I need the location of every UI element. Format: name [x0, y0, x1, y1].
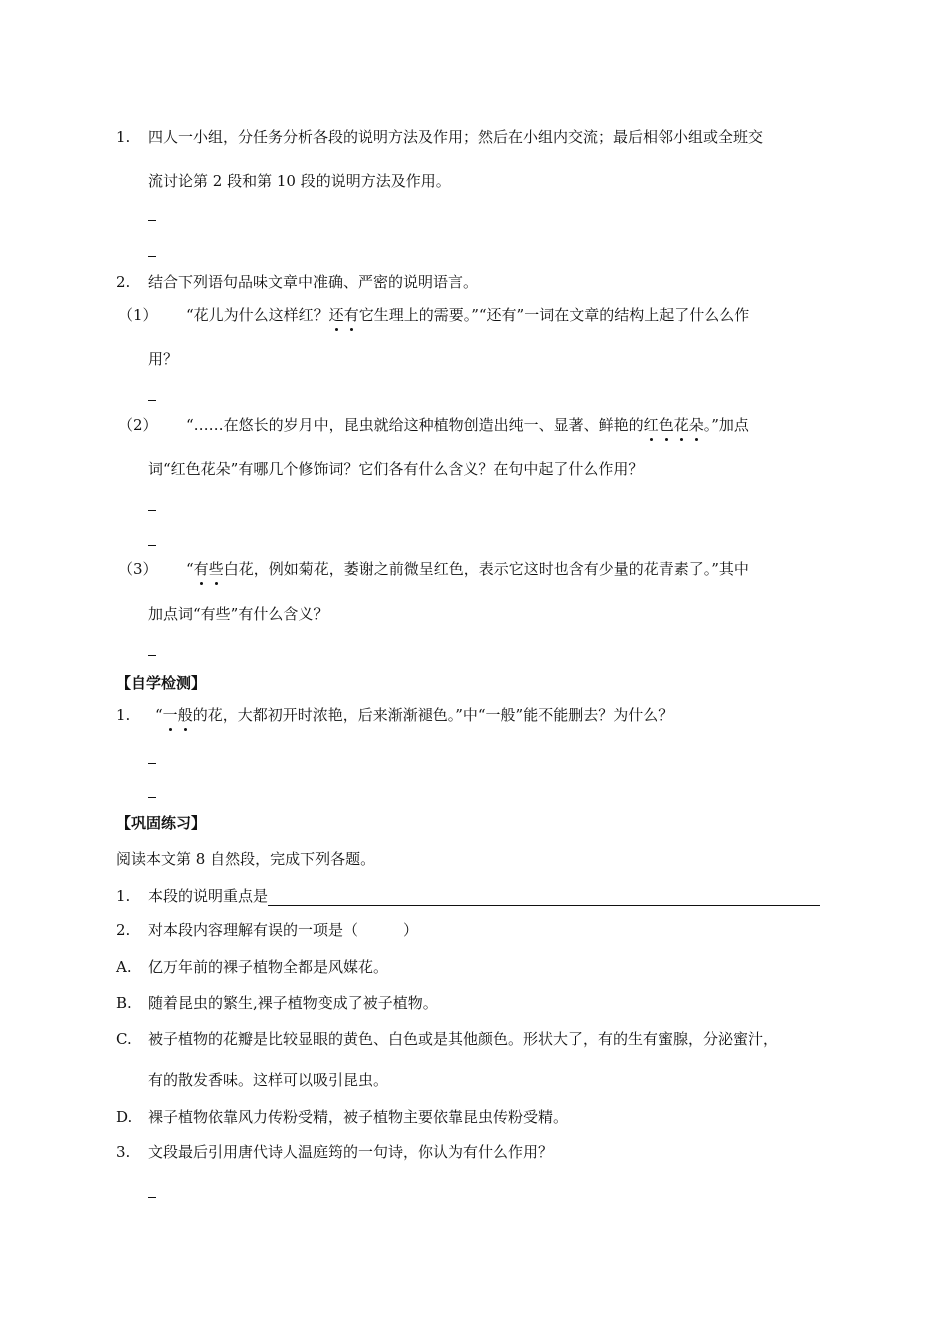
dotted-char: 有 — [343, 306, 359, 324]
practice-q3-text: 文段最后引用唐代诗人温庭筠的一句诗，你认为有什么作用？ — [148, 1143, 554, 1161]
dotted-char: 还 — [328, 306, 344, 324]
practice-q1-number: 1. — [116, 887, 131, 905]
dotted-char: 朵 — [688, 416, 704, 434]
option-c-line1: 被子植物的花瓣是比较显眼的黄色、白色或是其他颜色。形状大了，有的生有蜜腺，分泌蜜汁， — [148, 1030, 779, 1048]
sentence-part: “……在悠长的岁月中，昆虫就给这种植物创造出纯一、显著、鲜艳的 — [186, 416, 644, 434]
sentence-part: 。”加点 — [703, 416, 749, 434]
answer-blank[interactable] — [148, 400, 156, 401]
sentence-part: “花儿为什么这样红？ — [186, 306, 329, 324]
q2-sub3-sentence — [186, 559, 749, 579]
answer-blank[interactable] — [148, 256, 156, 257]
q2-sub2-sentence — [186, 415, 749, 435]
practice-q2-text: 对本段内容理解有误的一项是（ ） — [148, 921, 419, 939]
sentence-part: 的花，大都初开时浓艳，后来渐渐褪色。”中“一般”能不能删去？为什么？ — [192, 706, 674, 724]
option-d-text: 裸子植物依靠风力传粉受精，被子植物主要依靠昆虫传粉受精。 — [148, 1108, 569, 1126]
q2-sub2-line2: 词“红色花朵”有哪几个修饰词？它们各有什么含义？在句中起了什么作用？ — [148, 460, 644, 478]
answer-blank[interactable] — [148, 797, 156, 798]
dotted-char: 花 — [673, 416, 689, 434]
answer-blank[interactable] — [148, 763, 156, 764]
q2-sub1-label: （1） — [118, 306, 158, 324]
q2-text: 结合下列语句品味文章中准确、严密的说明语言。 — [148, 273, 479, 291]
option-a-text: 亿万年前的裸子植物全都是风媒花。 — [148, 958, 389, 976]
dotted-char: 有 — [193, 560, 209, 578]
dotted-char: 色 — [658, 416, 674, 434]
option-a-label: A. — [116, 958, 132, 976]
self-test-heading: 【自学检测】 — [116, 674, 207, 692]
fill-in-blank[interactable] — [268, 888, 820, 906]
option-c-label: C. — [116, 1030, 132, 1048]
answer-blank[interactable] — [148, 655, 156, 656]
practice-intro: 阅读本文第 8 自然段，完成下列各题。 — [116, 850, 376, 868]
q2-sub3-label: （3） — [118, 560, 158, 578]
answer-blank[interactable] — [148, 545, 156, 546]
practice-heading: 【巩固练习】 — [116, 814, 207, 832]
self-test-q1-sentence — [155, 705, 673, 725]
option-d-label: D. — [116, 1108, 133, 1126]
dotted-char: 般 — [177, 706, 193, 724]
practice-q1-line — [148, 886, 820, 906]
answer-blank[interactable] — [148, 1197, 156, 1198]
q2-sub1-line2: 用？ — [148, 350, 179, 368]
q2-number: 2. — [116, 273, 131, 291]
practice-q1-text: 本段的说明重点是 — [148, 887, 269, 905]
sentence-part: “ — [155, 706, 163, 724]
option-c-line2: 有的散发香味。这样可以吸引昆虫。 — [148, 1071, 389, 1089]
q2-sub3-line2: 加点词“有些”有什么含义？ — [148, 605, 329, 623]
q1-text-line2: 流讨论第 2 段和第 10 段的说明方法及作用。 — [148, 172, 451, 190]
practice-q3-number: 3. — [116, 1143, 131, 1161]
self-test-q1-number: 1. — [116, 706, 131, 724]
q1-text-line1: 四人一小组，分任务分析各段的说明方法及作用；然后在小组内交流；最后相邻小组或全班交 — [148, 128, 764, 146]
sentence-part: 它生理上的需要。”“还有”一词在文章的结构上起了什么么作 — [358, 306, 750, 324]
dotted-char: 红 — [643, 416, 659, 434]
sentence-part: “ — [186, 560, 194, 578]
dotted-char: 一 — [162, 706, 178, 724]
answer-blank[interactable] — [148, 220, 156, 221]
sentence-part: 白花，例如菊花，萎谢之前微呈红色，表示它这时也含有少量的花青素了。”其中 — [223, 560, 749, 578]
q1-number: 1. — [116, 128, 131, 146]
option-b-text: 随着昆虫的繁生,裸子植物变成了被子植物。 — [148, 994, 438, 1012]
practice-q2-number: 2. — [116, 921, 131, 939]
dotted-char: 些 — [208, 560, 224, 578]
q2-sub2-label: （2） — [118, 416, 158, 434]
option-b-label: B. — [116, 994, 132, 1012]
q2-sub1-sentence — [186, 305, 749, 325]
answer-blank[interactable] — [148, 510, 156, 511]
